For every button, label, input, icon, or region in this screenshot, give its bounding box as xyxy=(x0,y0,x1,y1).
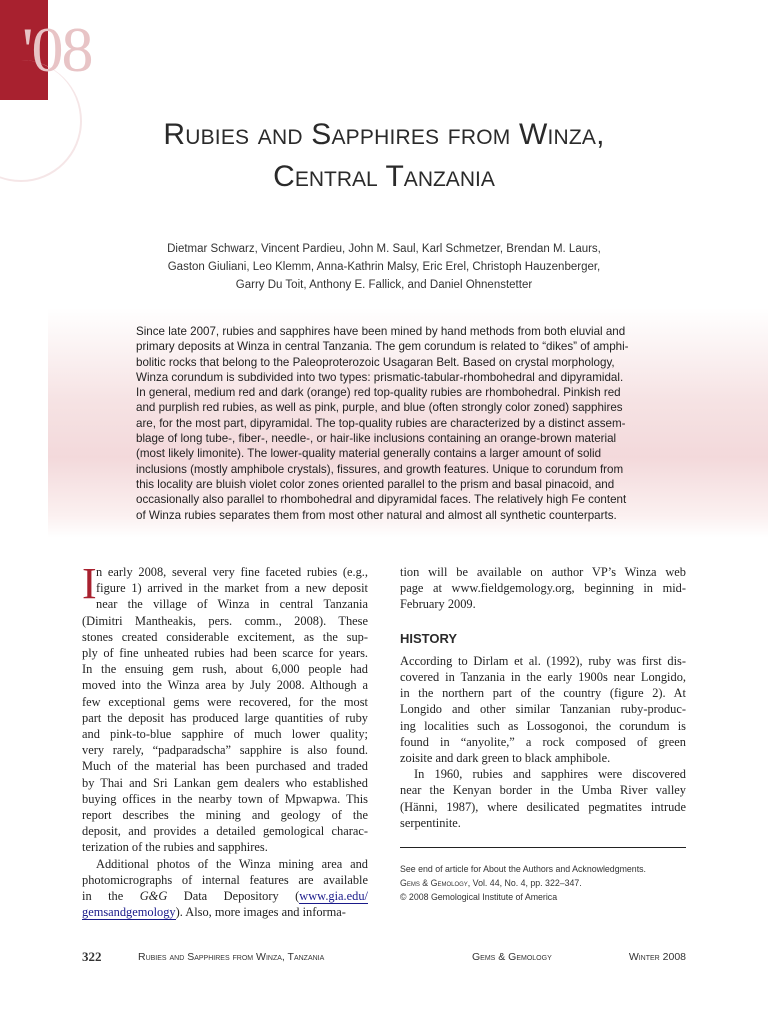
page-footer xyxy=(82,951,686,967)
body-line: Additional photos of the Winza mining area and xyxy=(96,856,368,871)
body-line: deposit, and provides a detailed gemological charac- xyxy=(82,824,368,839)
dropcap-paragraph xyxy=(82,559,368,613)
abstract-line: bolitic rocks that belong to the Paleoproterozoic Usagaran Belt. Based on crystal morphology, xyxy=(136,355,615,369)
body-line: serpentinite. xyxy=(400,815,461,830)
body-line: Much of the material has been purchased and traded xyxy=(82,759,368,774)
body-line: part the deposit has produced large quantities of ruby xyxy=(82,710,368,725)
body-line: (Hänni, 1987), where desilicated pegmatites intrude xyxy=(400,799,686,814)
body-line: ply of fine unheated rubies had been scarce for years. xyxy=(82,646,368,661)
copyright-line: © 2008 Gemological Institute of America xyxy=(400,892,558,902)
journal-name: Gems & Gemology xyxy=(400,878,468,888)
abstract-line: and purplish red rubies, as well as pink, purple, and blue (often strongly color zoned) sapphires xyxy=(136,401,623,415)
author-line: Gaston Giuliani, Leo Klemm, Anna-Kathrin Malsy, Eric Erel, Christoph Hauzenberger, xyxy=(167,261,601,273)
body-line: covered in Tanzania in the early 1900s near Longido, xyxy=(400,670,686,685)
footnote xyxy=(400,862,700,904)
body-line: near the village of Winza in central Tanzania xyxy=(96,597,368,612)
article-title-line2: Central Tanzania xyxy=(273,160,495,193)
body-line: terization of the rubies and sapphires. xyxy=(82,840,268,855)
body-line: few exceptional gems were recovered, for the most xyxy=(82,694,368,709)
body-line: by Thai and Sri Lankan gem dealers who established xyxy=(82,775,368,790)
running-title: Rubies and Sapphires from Winza, Tanzania xyxy=(138,951,325,963)
body-line: found in “anyolite,” a rock composed of green xyxy=(400,734,686,749)
abstract-line: (most likely limonite). The lower-quality material generally contains a larger amount of solid xyxy=(136,447,602,461)
footnote-citation xyxy=(400,876,700,890)
text-fragment: in the xyxy=(82,889,140,904)
body-line: moved into the Winza area by July 2008. Although a xyxy=(82,678,368,693)
body-line: near the Kenyan border in the Umba River valley xyxy=(400,783,686,798)
body-line: n early 2008, several very fine faceted rubies (e.g., xyxy=(96,565,368,579)
abstract-line: occasionally also parallel to rhombohedral and dipyramidal faces. The relatively high Fe content xyxy=(136,493,627,507)
article-title-line1: Rubies and Sapphires from Winza, xyxy=(163,118,605,151)
body-line: (Dimitri Mantheakis, pers. comm., 2008). These xyxy=(82,613,368,628)
body-line: and pink-to-blue sapphire of much lower quality; xyxy=(82,727,368,742)
body-line: page at www.fieldgemology.org, beginning in mid- xyxy=(400,581,686,596)
footnote-divider xyxy=(400,847,686,848)
body-line: February 2009. xyxy=(400,597,476,612)
body-line: photomicrographs of internal features are available xyxy=(82,872,368,887)
body-line: zoisite and dark green to black amphibole. xyxy=(400,751,611,766)
data-depository-link-cont[interactable]: gemsandgemology xyxy=(82,905,176,920)
abstract-line: this locality are bluish violet color zones oriented parallel to the prism and basal pinacoid, and xyxy=(136,477,615,491)
section-heading-history: HISTORY xyxy=(400,630,458,646)
drop-cap: I xyxy=(82,559,97,608)
abstract-line: primary deposits at Winza in central Tanzania. The gem corundum is related to “dikes” of amphi- xyxy=(136,340,629,354)
abstract xyxy=(136,324,636,523)
footnote-line: See end of article for About the Authors and Acknowledgments. xyxy=(400,864,646,874)
data-depository-link[interactable]: www.gia.edu/ xyxy=(299,889,368,904)
body-column-left xyxy=(82,559,368,920)
abstract-line: Winza corundum is subdivided into two types: prismatic-tabular-rhombohedral and dipyramidal. xyxy=(136,370,624,384)
text-fragment: ). Also, more images and informa- xyxy=(175,905,346,920)
journal-abbreviation: G&G xyxy=(139,889,168,904)
abstract-line: are, for the most part, dipyramidal. The top-quality rubies are characterized by a distinct assem- xyxy=(136,416,626,430)
footer-issue: Winter 2008 xyxy=(628,951,686,963)
author-line: Garry Du Toit, Anthony E. Fallick, and Daniel Ohnenstetter xyxy=(235,279,533,291)
author-list xyxy=(100,240,668,294)
body-line: buying offices in the nearby town of Mpwapwa. This xyxy=(82,791,368,806)
citation-text: , Vol. 44, No. 4, pp. 322–347. xyxy=(467,878,582,888)
footer-journal: Gems & Gemology xyxy=(472,951,552,963)
body-line: figure 1) arrived in the market from a new deposit xyxy=(96,581,368,596)
abstract-line: inclusions (mostly amphibole crystals), fissures, and growth features. Unique to corundum from xyxy=(136,462,624,476)
body-line: In the ensuing gem rush, about 6,000 people had xyxy=(82,662,368,677)
body-line: ing localities such as Lossogonoi, the corundum is xyxy=(400,718,686,733)
body-line: tion will be available on author VP’s Winza web xyxy=(400,565,686,579)
page-number: 322 xyxy=(82,949,102,964)
author-line: Dietmar Schwarz, Vincent Pardieu, John M. Saul, Karl Schmetzer, Brendan M. Laurs, xyxy=(167,243,601,255)
body-column-right xyxy=(400,564,686,831)
abstract-line: Since late 2007, rubies and sapphires have been mined by hand methods from both eluvial and xyxy=(136,325,626,338)
abstract-line: blage of long tube-, fiber-, needle-, or hair-like inclusions containing an orange-brown material xyxy=(136,432,617,446)
abstract-line: of Winza rubies separates them from most other natural and almost all synthetic counterparts. xyxy=(136,508,617,522)
body-line: in the northern part of the country (figure 2). At xyxy=(400,686,686,701)
abstract-line: In general, medium red and dark (orange) red top-quality rubies are rhombohedral. Pinkish red xyxy=(136,386,621,400)
body-line-with-link xyxy=(82,904,368,920)
body-line: In 1960, rubies and sapphires were discovered xyxy=(414,767,686,782)
body-line-with-link xyxy=(82,888,368,904)
body-line: According to Dirlam et al. (1992), ruby was first dis- xyxy=(400,653,686,668)
year-mark: '08 xyxy=(22,14,92,85)
body-line: report describes the mining and geology of the xyxy=(82,808,368,823)
text-fragment: Data Depository ( xyxy=(167,889,300,904)
body-line: stones created considerable excitement, as the sup- xyxy=(82,629,368,644)
body-line: Longido and other similar Tanzanian ruby-produc- xyxy=(400,702,686,717)
body-line: very rarely, “padparadscha” sapphire is also found. xyxy=(82,743,368,758)
